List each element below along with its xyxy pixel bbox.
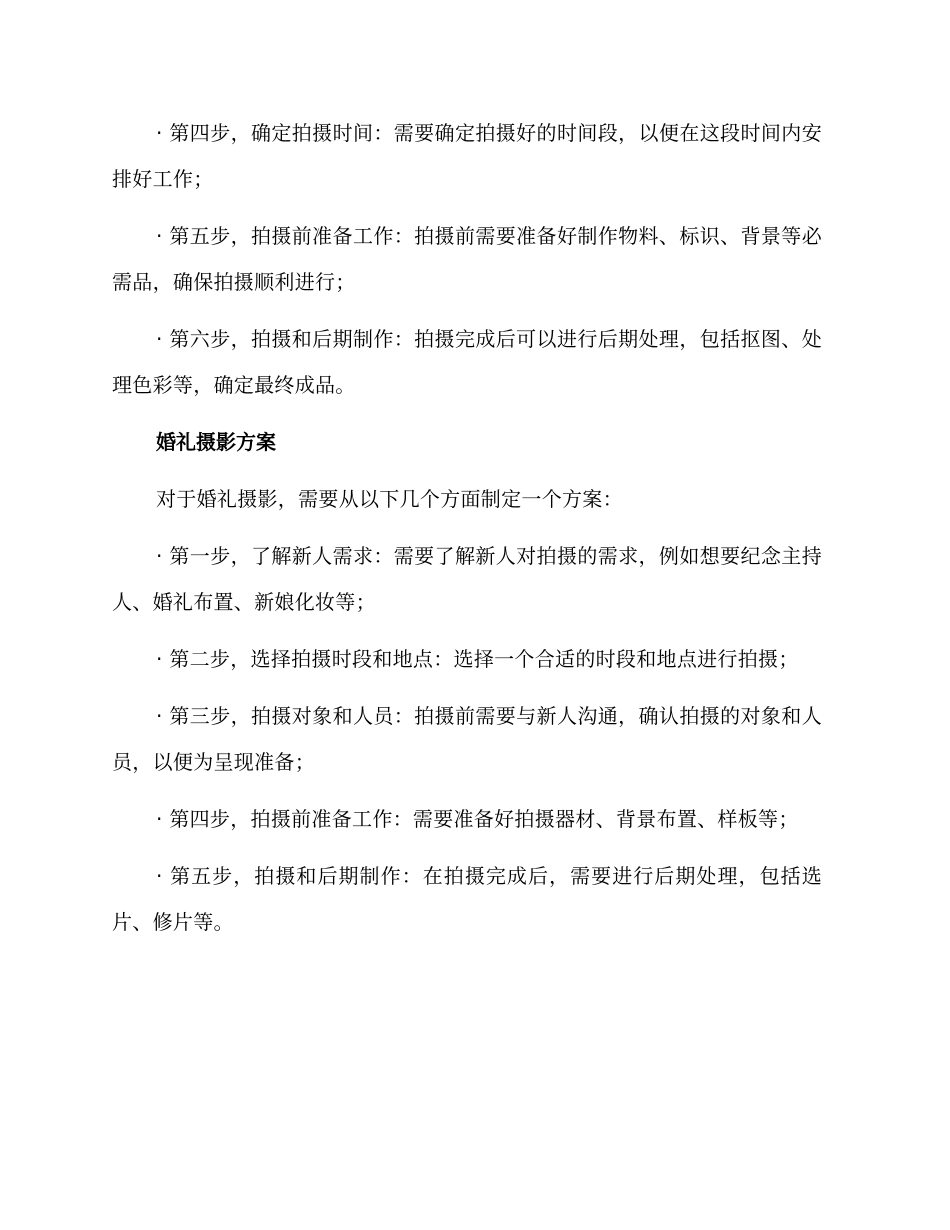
list-item: · 第三步，拍摄对象和人员：拍摄前需要与新人沟通，确认拍摄的对象和人员，以便为呈现准备； <box>112 704 822 774</box>
list-item: · 第二步，选择拍摄时段和地点：选择一个合适的时段和地点进行拍摄； <box>156 647 799 671</box>
list-item: · 第四步，确定拍摄时间：需要确定拍摄好的时间段，以便在这段时间内安排好工作； <box>112 121 822 191</box>
section-heading: 婚礼摄影方案 <box>156 430 276 454</box>
list-item: · 第六步，拍摄和后期制作：拍摄完成后可以进行后期处理，包括抠图、处理色彩等，确定最终成品。 <box>112 327 822 397</box>
list-item: · 第一步，了解新人需求：需要了解新人对拍摄的需求，例如想要纪念主持人、婚礼布置、新娘化妆等； <box>112 544 822 614</box>
list-item: · 第五步，拍摄前准备工作：拍摄前需要准备好制作物料、标识、背景等必需品，确保拍摄顺利进行； <box>112 224 822 294</box>
intro-paragraph: 对于婚礼摄影，需要从以下几个方面制定一个方案： <box>156 487 623 511</box>
document-body <box>112 110 822 956</box>
list-item: · 第五步，拍摄和后期制作：在拍摄完成后，需要进行后期处理，包括选片、修片等。 <box>112 864 822 934</box>
list-item: · 第四步，拍摄前准备工作：需要准备好拍摄器材、背景布置、样板等； <box>156 807 799 831</box>
